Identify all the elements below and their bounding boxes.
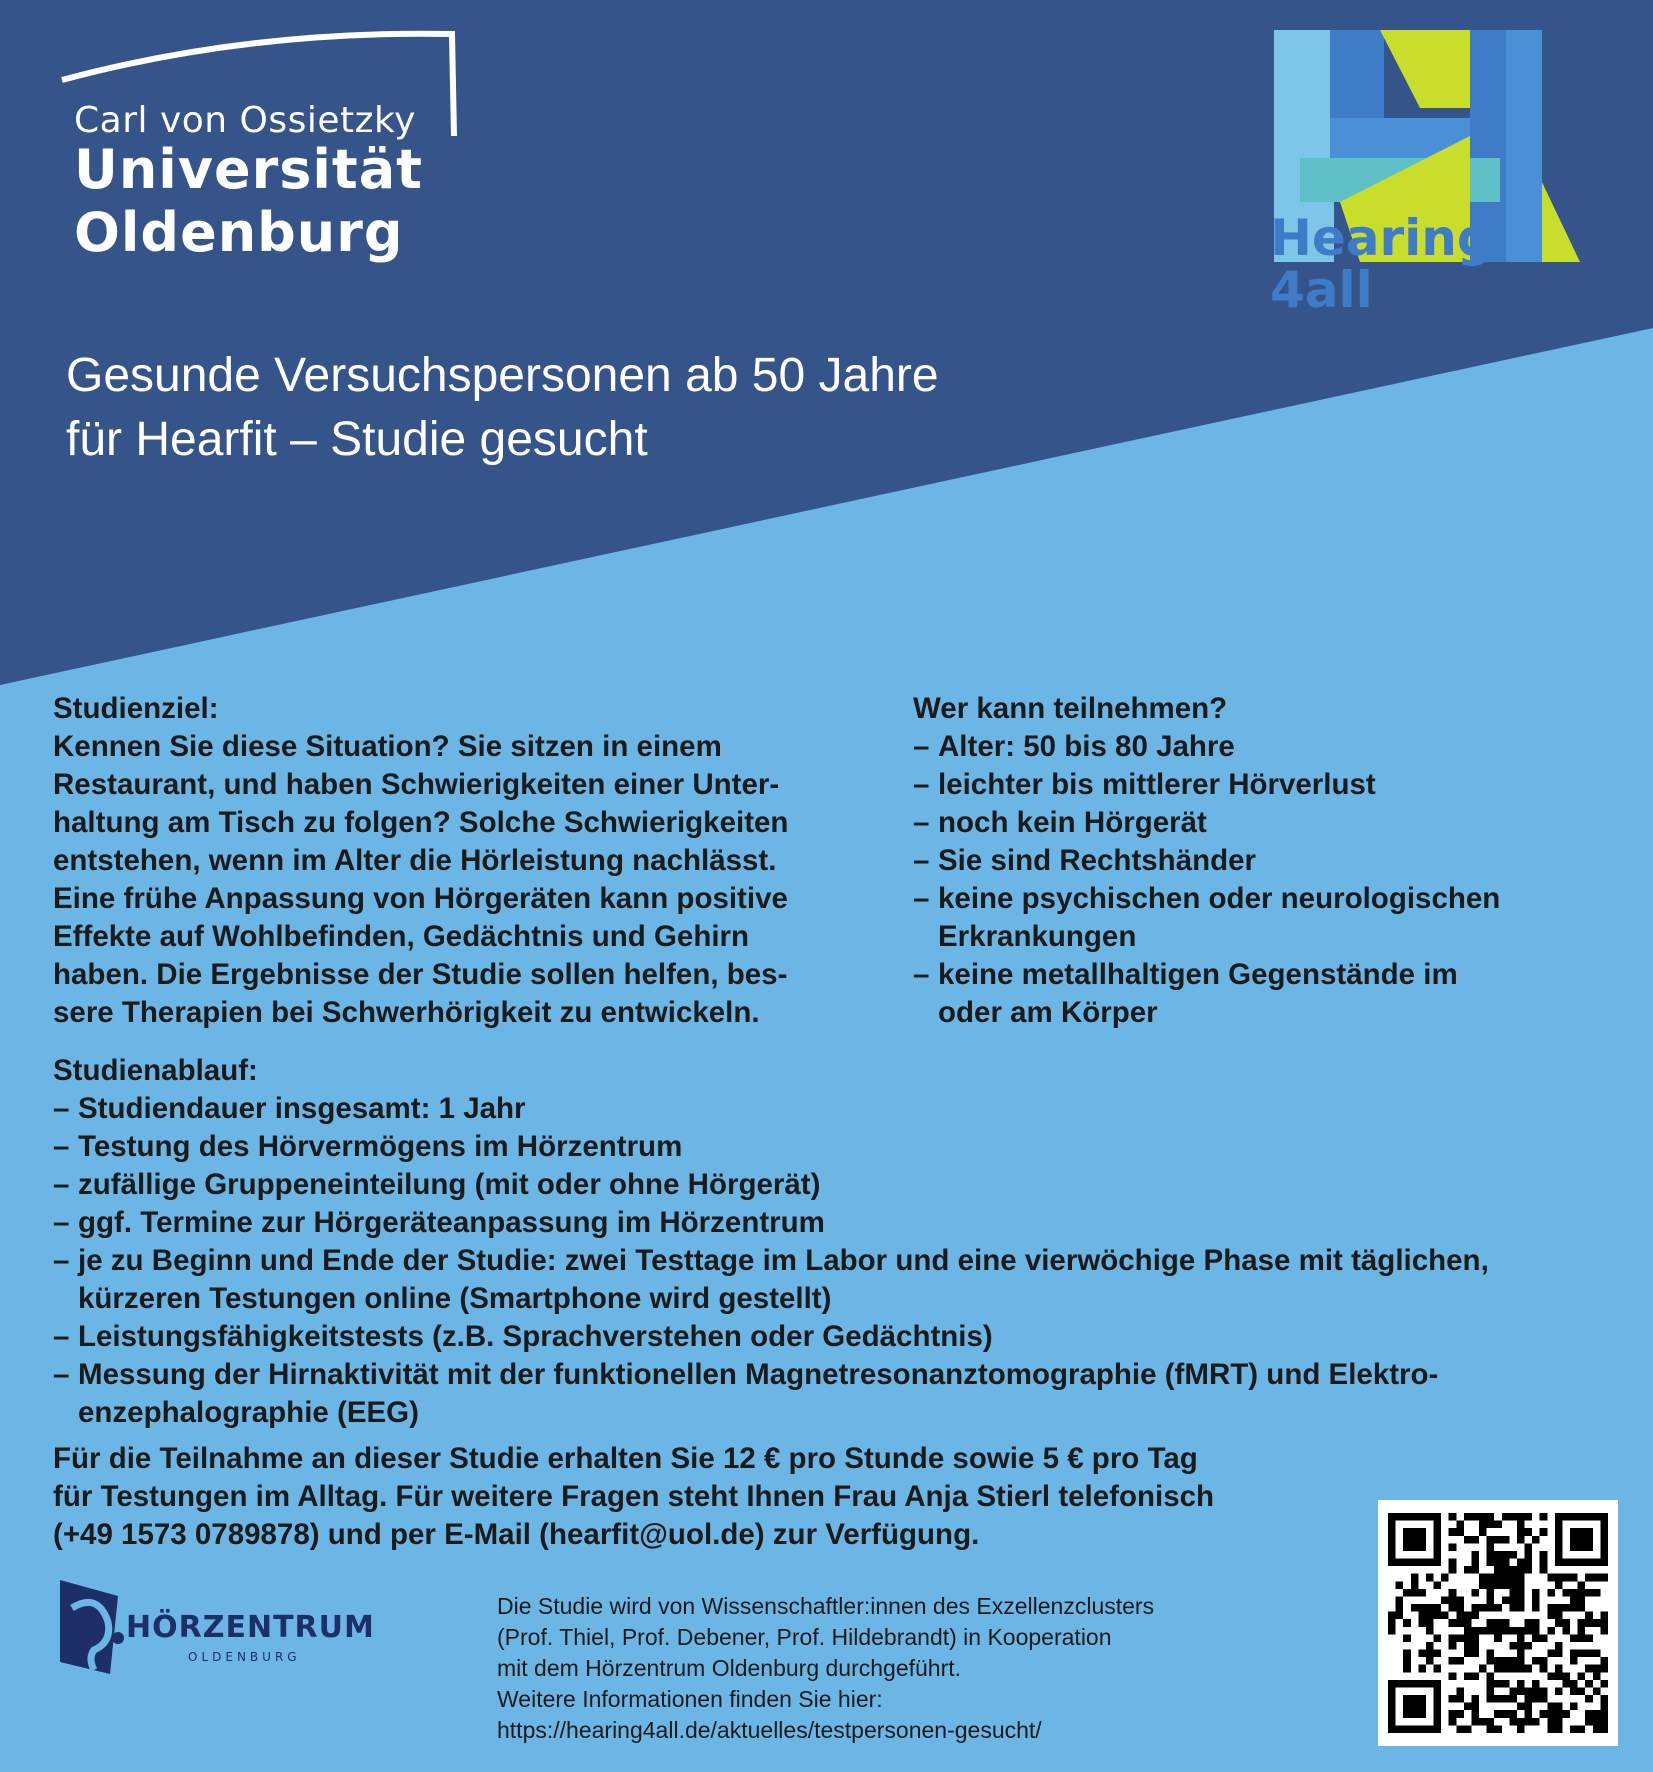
ablauf-heading: Studienablauf: — [53, 1054, 258, 1087]
list-item — [53, 1242, 1633, 1318]
list-item-text: Erkrankungen — [938, 920, 1137, 953]
hoerzentrum-name: HÖRZENTRUM — [126, 1610, 375, 1645]
list-item — [53, 1356, 1633, 1432]
list-item-text: – Sie sind Rechtshänder — [938, 844, 1257, 877]
list-item — [53, 1166, 1633, 1204]
studienziel-heading: Studienziel: — [53, 692, 219, 725]
studienziel-line: Restaurant, und haben Schwierigkeiten einer Unter- — [53, 768, 780, 801]
list-item-text: oder am Körper — [938, 996, 1158, 1029]
list-item-text: – noch kein Hörgerät — [938, 806, 1207, 839]
headline-line1: Gesunde Versuchspersonen ab 50 Jahre — [66, 349, 939, 402]
list-item — [913, 766, 1633, 804]
payment-line: Für die Teilnahme an dieser Studie erhalten Sie 12 € pro Stunde sowie 5 € pro Tag — [53, 1442, 1198, 1475]
list-item-text: – Alter: 50 bis 80 Jahre — [938, 730, 1235, 763]
studienziel-line: haben. Die Ergebnisse der Studie sollen helfen, bes- — [53, 958, 788, 991]
university-logo-line3: Oldenburg — [74, 201, 404, 264]
footnote-line: mit dem Hörzentrum Oldenburg durchgeführt. — [497, 1655, 962, 1681]
hoerzentrum-subtitle: OLDENBURG — [188, 1650, 301, 1664]
ablauf-section — [53, 1052, 1633, 1432]
qr-code-pattern — [1388, 1512, 1608, 1734]
list-item — [913, 956, 1633, 1032]
teilnahme-heading: Wer kann teilnehmen? — [913, 692, 1228, 725]
university-logo-line2: Universität — [74, 138, 423, 201]
footnote-line: Weitere Informationen finden Sie hier: — [497, 1686, 883, 1712]
studienziel-line: haltung am Tisch zu folgen? Solche Schwierigkeiten — [53, 806, 789, 839]
hearing4all-logo-text: Hearing 4all — [1270, 209, 1493, 319]
university-logo-line1: Carl von Ossietzky — [74, 100, 416, 141]
studienziel-line: Effekte auf Wohlbefinden, Gedächtnis und Gehirn — [53, 920, 750, 953]
list-item-text: – keine metallhaltigen Gegenstände im — [938, 958, 1458, 991]
hearing4all-logo — [1270, 28, 1590, 318]
list-item — [913, 728, 1633, 766]
footnote-line: Die Studie wird von Wissenschaftler:innen des Exzellenzclusters — [497, 1593, 1155, 1619]
list-item-text: – Leistungsfähigkeitstests (z.B. Sprachverstehen oder Gedächtnis) — [78, 1320, 993, 1353]
list-item — [913, 842, 1633, 880]
ear-icon — [58, 1578, 128, 1678]
list-item-text: – ggf. Termine zur Hörgeräteanpassung im Hörzentrum — [78, 1206, 825, 1239]
studienziel-section — [53, 690, 873, 1032]
list-item-text: – leichter bis mittlerer Hörverlust — [938, 768, 1376, 801]
studienziel-line: sere Therapien bei Schwerhörigkeit zu entwickeln. — [53, 996, 760, 1029]
studienziel-line: Eine frühe Anpassung von Hörgeräten kann positive — [53, 882, 788, 915]
list-item — [53, 1204, 1633, 1242]
studienziel-text — [53, 728, 873, 1032]
list-item-text: – Messung der Hirnaktivität mit der funktionellen Magnetresonanztomographie (fMRT) und Elektro- — [78, 1358, 1439, 1391]
qr-code[interactable] — [1378, 1500, 1618, 1746]
list-item-text: enzephalographie (EEG) — [78, 1396, 419, 1429]
list-item-text: – zufällige Gruppeneinteilung (mit oder ohne Hörgerät) — [78, 1168, 821, 1201]
teilnahme-section — [913, 690, 1633, 1032]
list-item-text: – Studiendauer insgesamt: 1 Jahr — [78, 1092, 526, 1125]
studienziel-line: entstehen, wenn im Alter die Hörleistung nachlässt. — [53, 844, 777, 877]
list-item-text: – keine psychischen oder neurologischen — [938, 882, 1501, 915]
list-item — [53, 1128, 1633, 1166]
payment-line: für Testungen im Alltag. Für weitere Fragen steht Ihnen Frau Anja Stierl telefonisch — [53, 1480, 1215, 1513]
list-item — [53, 1318, 1633, 1356]
payment-section — [53, 1440, 1353, 1554]
university-logo — [58, 28, 468, 288]
footnote — [497, 1591, 1154, 1746]
list-item-text: kürzeren Testungen online (Smartphone wird gestellt) — [78, 1282, 832, 1315]
footnote-line: (Prof. Thiel, Prof. Debener, Prof. Hildebrandt) in Kooperation — [497, 1624, 1112, 1650]
headline — [66, 344, 939, 472]
hoerzentrum-logo — [58, 1578, 388, 1678]
headline-line2: für Hearfit – Studie gesucht — [66, 413, 648, 466]
list-item-text: – je zu Beginn und Ende der Studie: zwei Testtage im Labor und eine vierwöchige Phase mit täglichen, — [78, 1244, 1489, 1277]
ablauf-list — [53, 1090, 1633, 1432]
list-item — [913, 804, 1633, 842]
studienziel-line: Kennen Sie diese Situation? Sie sitzen in einem — [53, 730, 722, 763]
footnote-url[interactable]: https://hearing4all.de/aktuelles/testpersonen-gesucht/ — [497, 1717, 1042, 1743]
teilnahme-list — [913, 728, 1633, 1032]
payment-text — [53, 1440, 1353, 1554]
payment-line: (+49 1573 0789878) und per E-Mail (hearfit@uol.de) zur Verfügung. — [53, 1518, 980, 1551]
list-item — [913, 880, 1633, 956]
list-item — [53, 1090, 1633, 1128]
list-item-text: – Testung des Hörvermögens im Hörzentrum — [78, 1130, 683, 1163]
